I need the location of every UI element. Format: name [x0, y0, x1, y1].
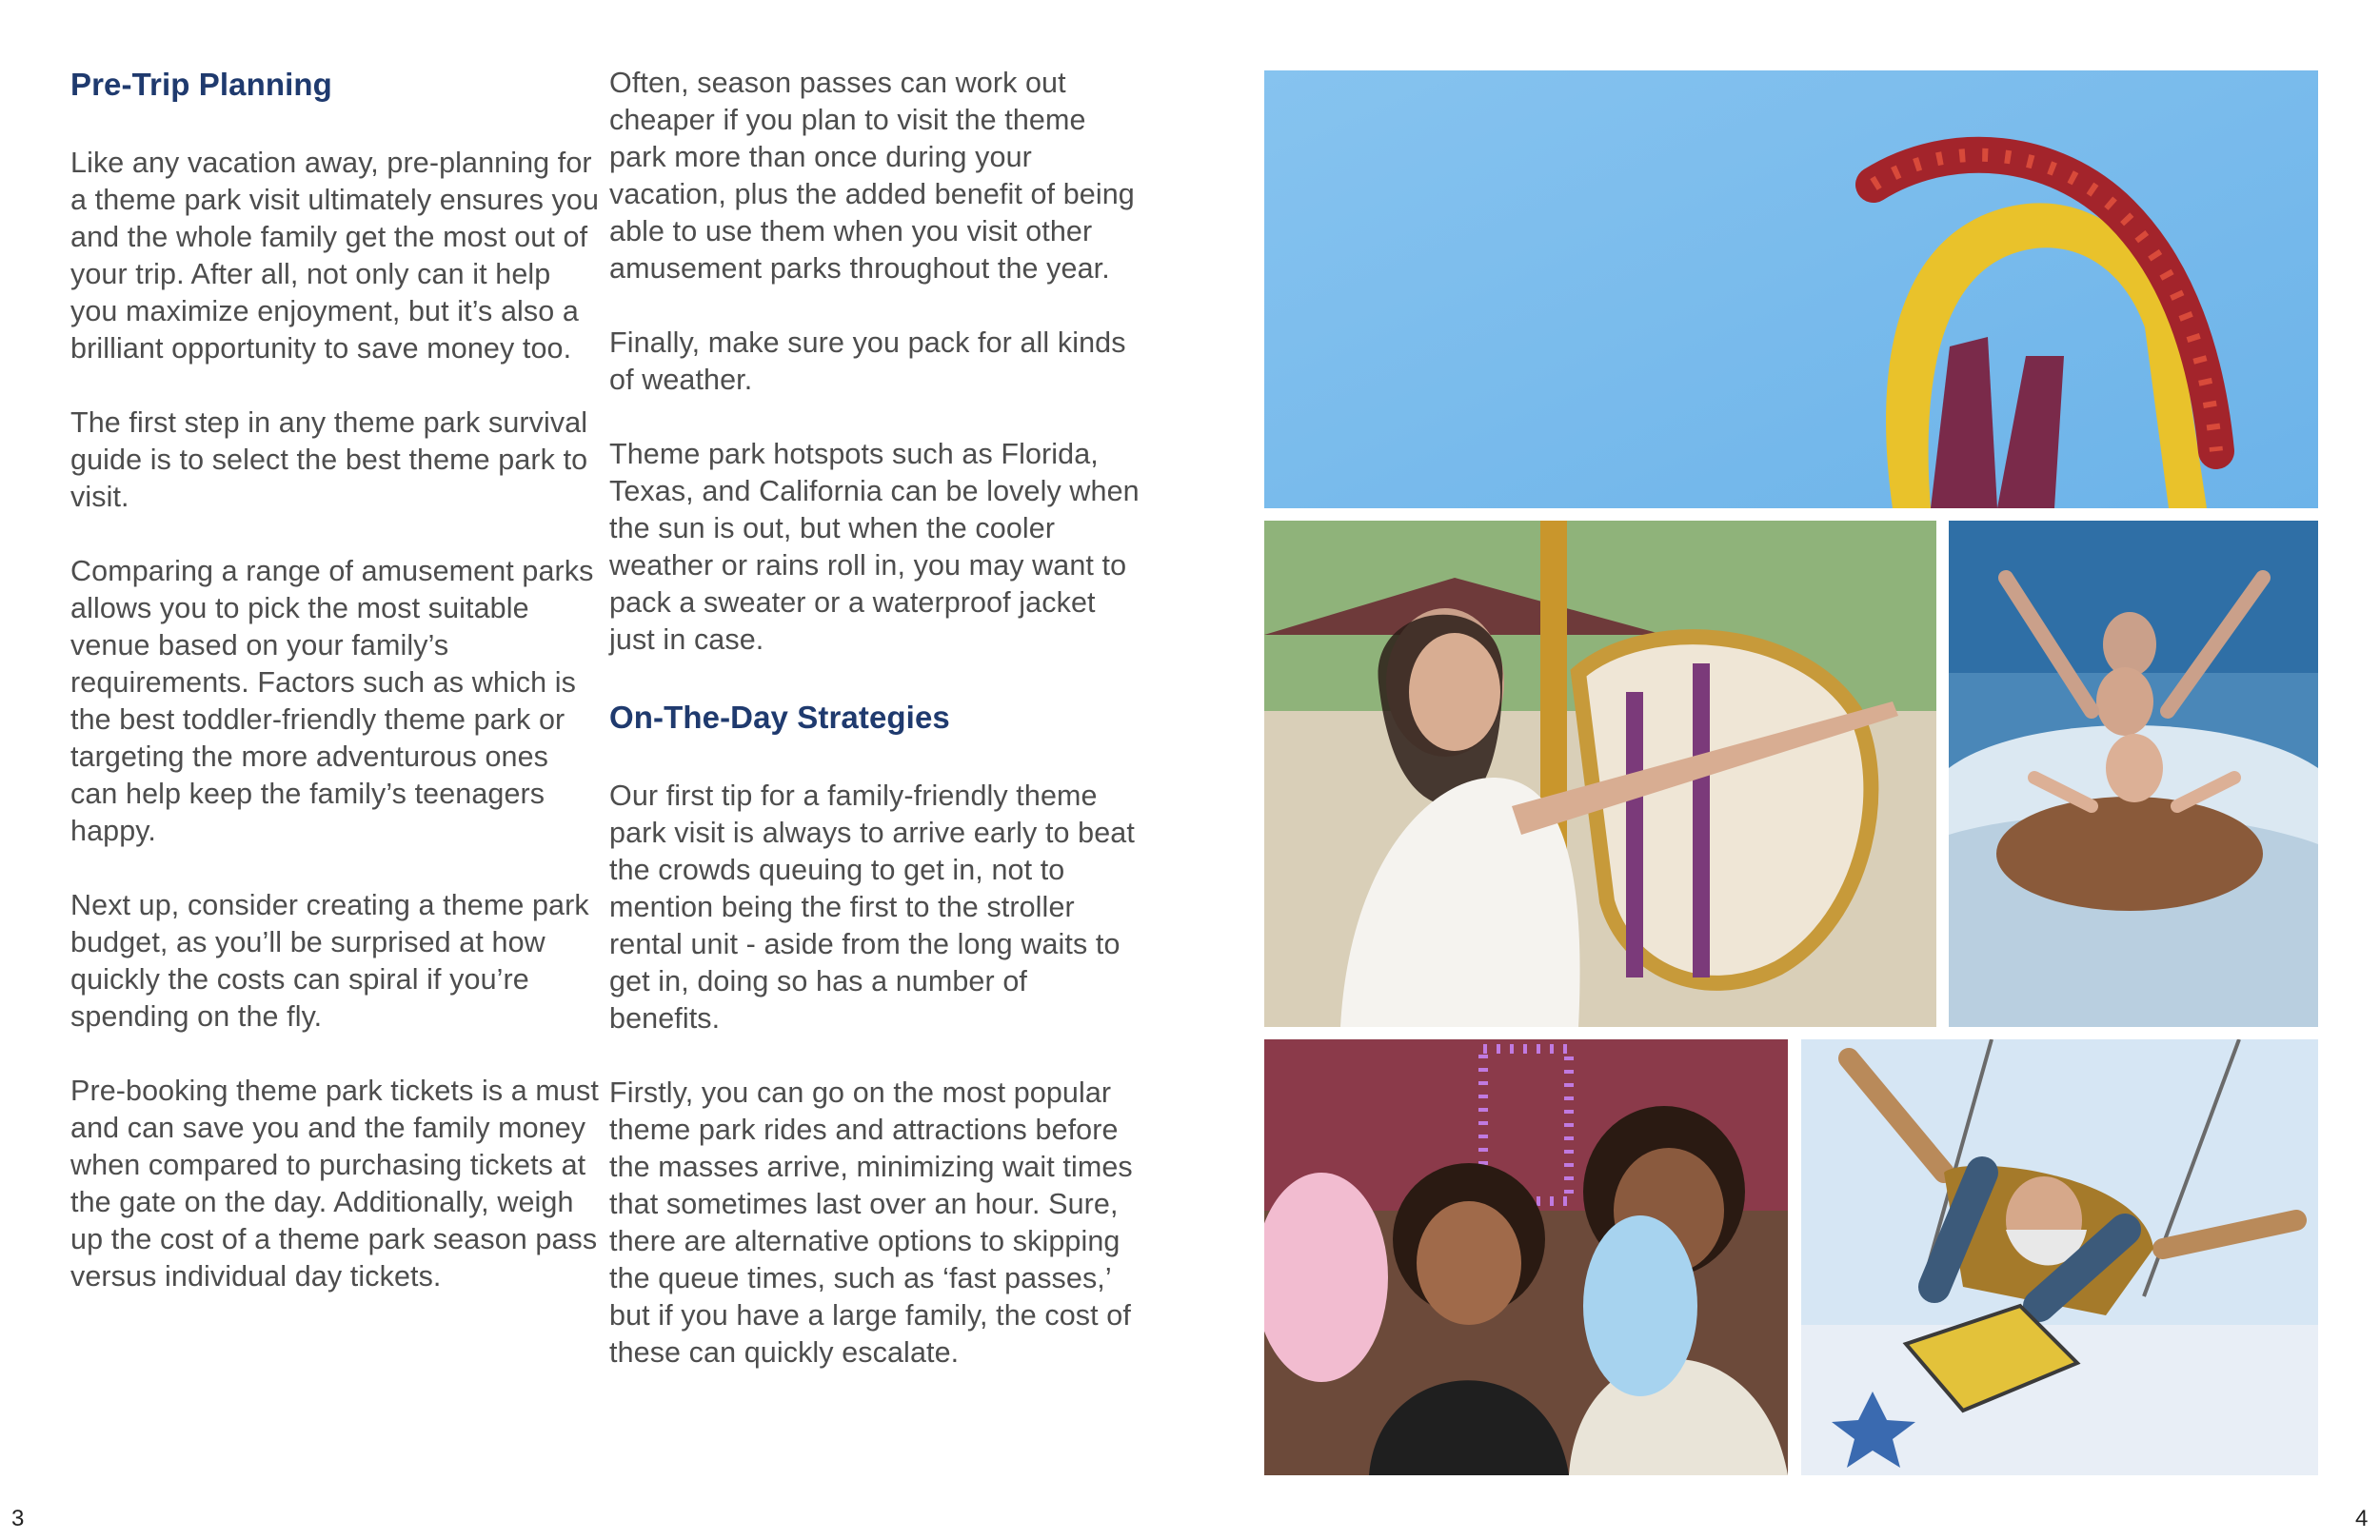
swing-ride-man-photo [1801, 1039, 2318, 1475]
page-number-right: 4 [2355, 1506, 2369, 1531]
heading-on-the-day-strategies: On-The-Day Strategies [609, 700, 950, 735]
paragraph: Like any vacation away, pre-planning for a theme park visit ultimately ensures you and the whole family get the most out of your trip. After all, not only can it help you maximize enjoyment, but it’s also a brilliant opportunity to save money too. [70, 147, 600, 365]
paragraph: Our first tip for a family-friendly theme park visit is always to arrive early to beat the crowds queuing to get in, not to mention being the first to the stroller rental unit - aside from the long waits to get in, doing so has a number of benefits. [609, 780, 1135, 1035]
paragraph: The first step in any theme park survival guide is to select the best theme park to visit. [70, 406, 588, 513]
paragraph: Pre-booking theme park tickets is a must and can save you and the family money when compared to purchasing tickets at the gate on the day. Additionally, weigh up the cost of a theme park season pass versus individual day tickets. [70, 1075, 599, 1293]
girls-cotton-candy-photo [1264, 1039, 1788, 1475]
paragraph: Often, season passes can work out cheaper if you plan to visit the theme park more than once during your vacation, plus the added benefit of being able to use them when you visit other amusement parks throughout the year. [609, 67, 1135, 285]
roller-coaster-photo [1264, 70, 2318, 508]
paragraph: Theme park hotspots such as Florida, Texas, and California can be lovely when the sun is out, but when the cooler weather or rains roll in, you may want to pack a sweater or a waterproof jacket just in case. [609, 438, 1140, 656]
water-ride-photo [1949, 521, 2318, 1027]
heading-pre-trip-planning: Pre-Trip Planning [70, 67, 332, 102]
paragraph: Comparing a range of amusement parks allows you to pick the most suitable venue based on your family’s requirements. Factors such as which is the best toddler-friendly theme park or targeting the more adventurous ones can help keep the family’s teenagers happy. [70, 555, 594, 847]
carousel-woman-photo [1264, 521, 1936, 1027]
paragraph: Firstly, you can go on the most popular theme park rides and attractions before the masses arrive, minimizing wait times that sometimes last over an hour. Sure, there are alternative options to skipping the queue times, such as ‘fast passes,’ but if you have a large family, the cost of these can quickly escalate. [609, 1076, 1133, 1369]
left-text-column [70, 61, 604, 1333]
right-text-column [609, 65, 1142, 1409]
page-number-left: 3 [11, 1506, 25, 1531]
paragraph: Finally, make sure you pack for all kinds of weather. [609, 326, 1126, 396]
paragraph: Next up, consider creating a theme park budget, as you’ll be surprised at how quickly the costs can spiral if you’re spending on the fly. [70, 889, 589, 1033]
